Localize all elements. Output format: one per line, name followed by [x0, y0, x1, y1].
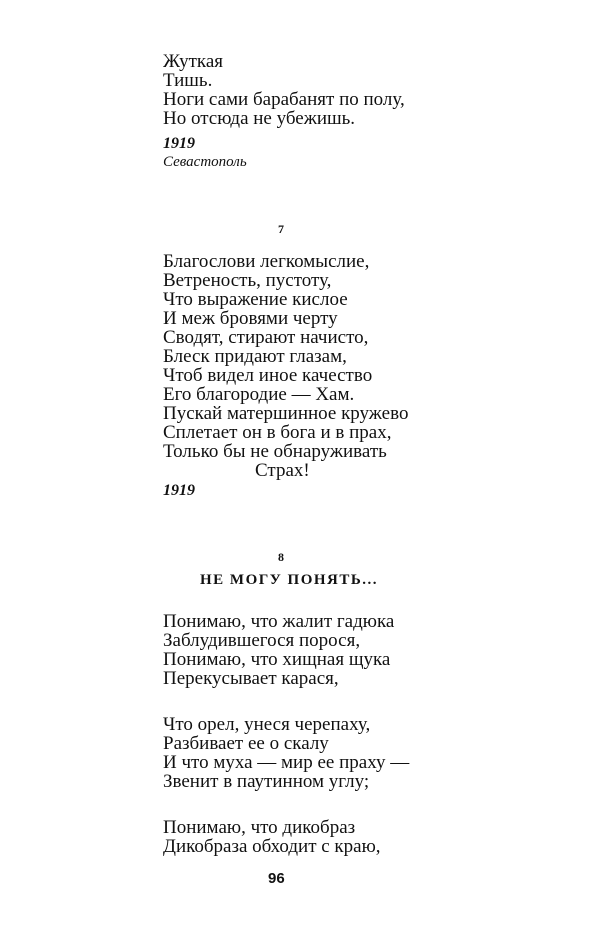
poem6-date: 1919: [163, 135, 195, 152]
poem-line: Заблудившегося порося,: [163, 630, 361, 651]
poem-line: Пускай матершинное кружево: [163, 403, 409, 424]
poem6-ending: [163, 52, 405, 128]
poem6-place: Севастополь: [163, 154, 247, 170]
poem-line: Что выражение кислое: [163, 289, 348, 310]
poem-line: Понимаю, что дикобраз: [163, 817, 356, 838]
poem8-stanza-3: [163, 818, 381, 856]
poem7-number: 7: [278, 222, 284, 236]
poem-line: Тишь.: [163, 70, 213, 91]
poem-line: И что муха — мир ее праху —: [163, 752, 410, 773]
poem-line: Звенит в паутинном углу;: [163, 771, 370, 792]
poem-line: Блеск придают глазам,: [163, 346, 347, 367]
poem-line: Ветреность, пустоту,: [163, 270, 332, 291]
poem-line: Сводят, стирают начисто,: [163, 327, 369, 348]
poem-line: Что орел, унеся черепаху,: [163, 714, 371, 735]
poem-line: Разбивает ее о скалу: [163, 733, 329, 754]
poem-line: Дикобраза обходит с краю,: [163, 836, 381, 857]
poem7-date: 1919: [163, 482, 195, 499]
poem-line: Ноги сами барабанят по полу,: [163, 89, 405, 110]
poem-line: Его благородие — Хам.: [163, 384, 355, 405]
poem7-body: [163, 252, 408, 480]
poem-line: Понимаю, что хищная щука: [163, 649, 391, 670]
poem-line: Но отсюда не убежишь.: [163, 108, 356, 129]
poem-line: Понимаю, что жалит гадюка: [163, 611, 395, 632]
poem8-number: 8: [278, 550, 284, 564]
poem-line: Сплетает он в бога и в прах,: [163, 422, 392, 443]
poem-line: Жуткая: [163, 51, 224, 72]
poem8-title: НЕ МОГУ ПОНЯТЬ...: [200, 572, 379, 588]
poem-line: И меж бровями черту: [163, 308, 338, 329]
poem-line: Только бы не обнаруживать: [163, 441, 387, 462]
poem-line: Чтоб видел иное качество: [163, 365, 373, 386]
poem8-stanza-2: [163, 715, 409, 791]
poem-line: Перекусывает карася,: [163, 668, 339, 689]
poem-line-indented: Страх!: [255, 460, 310, 481]
poem-line: Благослови легкомыслие,: [163, 251, 370, 272]
poem8-stanza-1: [163, 612, 394, 688]
page-number: 96: [268, 870, 285, 887]
